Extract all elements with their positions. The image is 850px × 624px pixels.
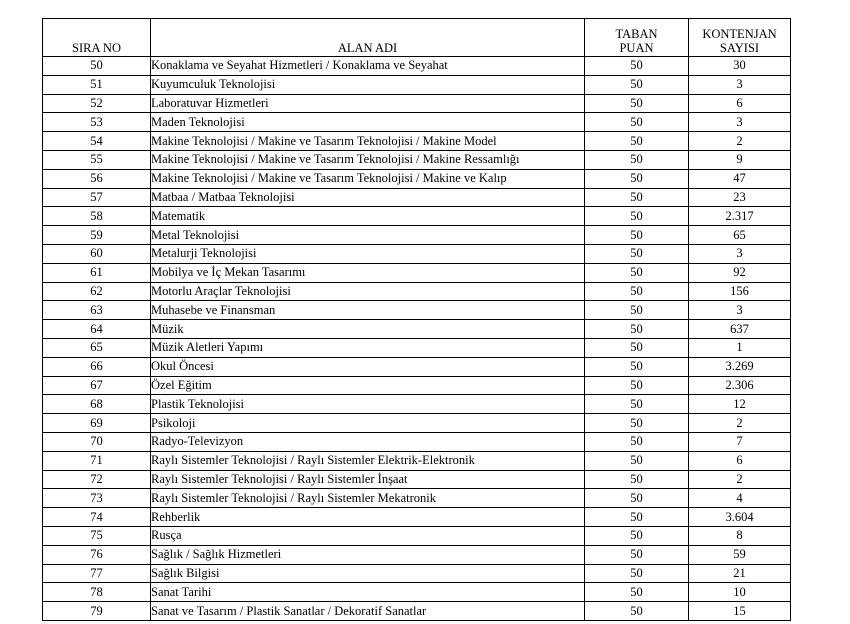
row-kontenjan: 3 [689, 75, 791, 94]
row-sira-no: 56 [43, 169, 151, 188]
row-kontenjan: 47 [689, 169, 791, 188]
row-kontenjan: 92 [689, 263, 791, 282]
row-taban-puan: 50 [585, 244, 689, 263]
row-taban-puan: 50 [585, 451, 689, 470]
row-sira-no: 78 [43, 583, 151, 602]
row-kontenjan: 2 [689, 414, 791, 433]
row-alan-adi: Müzik [151, 320, 585, 339]
table-row [43, 207, 791, 226]
row-alan-adi: Raylı Sistemler Teknolojisi / Raylı Sistemler İnşaat [151, 470, 585, 489]
table-row [43, 263, 791, 282]
row-sira-no: 72 [43, 470, 151, 489]
row-alan-adi: Motorlu Araçlar Teknolojisi [151, 282, 585, 301]
row-kontenjan: 3 [689, 301, 791, 320]
table-row [43, 376, 791, 395]
row-kontenjan: 21 [689, 564, 791, 583]
table-row [43, 451, 791, 470]
table-row [43, 564, 791, 583]
table-row [43, 432, 791, 451]
row-sira-no: 64 [43, 320, 151, 339]
row-alan-adi: Mobilya ve İç Mekan Tasarımı [151, 263, 585, 282]
header-taban-puan [585, 19, 689, 57]
table-row [43, 526, 791, 545]
row-kontenjan: 2.317 [689, 207, 791, 226]
table-row [43, 414, 791, 433]
row-alan-adi: Muhasebe ve Finansman [151, 301, 585, 320]
row-sira-no: 79 [43, 602, 151, 621]
row-kontenjan: 3 [689, 244, 791, 263]
row-sira-no: 52 [43, 94, 151, 113]
row-alan-adi: Rehberlik [151, 508, 585, 527]
row-taban-puan: 50 [585, 602, 689, 621]
row-kontenjan: 1 [689, 338, 791, 357]
row-kontenjan: 3 [689, 113, 791, 132]
table-row [43, 489, 791, 508]
row-taban-puan: 50 [585, 169, 689, 188]
row-taban-puan: 50 [585, 282, 689, 301]
row-taban-puan: 50 [585, 226, 689, 245]
table-row [43, 508, 791, 527]
header-taban-line1: TABAN [615, 27, 658, 41]
table-row [43, 244, 791, 263]
row-taban-puan: 50 [585, 301, 689, 320]
table-row [43, 320, 791, 339]
row-alan-adi: Psikoloji [151, 414, 585, 433]
row-sira-no: 75 [43, 526, 151, 545]
row-taban-puan: 50 [585, 188, 689, 207]
row-sira-no: 77 [43, 564, 151, 583]
table-row [43, 395, 791, 414]
row-alan-adi: Rusça [151, 526, 585, 545]
row-alan-adi: Matbaa / Matbaa Teknolojisi [151, 188, 585, 207]
row-kontenjan: 4 [689, 489, 791, 508]
header-sira-no: SIRA NO [43, 19, 151, 57]
row-kontenjan: 10 [689, 583, 791, 602]
table-body [43, 57, 791, 621]
row-sira-no: 68 [43, 395, 151, 414]
row-taban-puan: 50 [585, 583, 689, 602]
row-alan-adi: Makine Teknolojisi / Makine ve Tasarım Teknolojisi / Makine ve Kalıp [151, 169, 585, 188]
row-kontenjan: 30 [689, 57, 791, 76]
row-sira-no: 66 [43, 357, 151, 376]
row-taban-puan: 50 [585, 263, 689, 282]
row-alan-adi: Plastik Teknolojisi [151, 395, 585, 414]
table-row [43, 188, 791, 207]
row-taban-puan: 50 [585, 57, 689, 76]
row-alan-adi: Matematik [151, 207, 585, 226]
row-kontenjan: 9 [689, 150, 791, 169]
row-sira-no: 58 [43, 207, 151, 226]
row-kontenjan: 8 [689, 526, 791, 545]
row-kontenjan: 6 [689, 451, 791, 470]
row-taban-puan: 50 [585, 414, 689, 433]
row-alan-adi: Okul Öncesi [151, 357, 585, 376]
row-alan-adi: Makine Teknolojisi / Makine ve Tasarım Teknolojisi / Makine Ressamlığı [151, 150, 585, 169]
row-alan-adi: Sanat ve Tasarım / Plastik Sanatlar / Dekoratif Sanatlar [151, 602, 585, 621]
table-row [43, 583, 791, 602]
row-alan-adi: Makine Teknolojisi / Makine ve Tasarım Teknolojisi / Makine Model [151, 132, 585, 151]
row-kontenjan: 3.604 [689, 508, 791, 527]
row-alan-adi: Maden Teknolojisi [151, 113, 585, 132]
row-alan-adi: Sanat Tarihi [151, 583, 585, 602]
table-row [43, 150, 791, 169]
row-alan-adi: Raylı Sistemler Teknolojisi / Raylı Sistemler Mekatronik [151, 489, 585, 508]
row-sira-no: 74 [43, 508, 151, 527]
table-row [43, 75, 791, 94]
row-kontenjan: 12 [689, 395, 791, 414]
row-sira-no: 61 [43, 263, 151, 282]
row-sira-no: 53 [43, 113, 151, 132]
row-alan-adi: Radyo-Televizyon [151, 432, 585, 451]
table-row [43, 357, 791, 376]
row-sira-no: 59 [43, 226, 151, 245]
row-alan-adi: Kuyumculuk Teknolojisi [151, 75, 585, 94]
table-row [43, 338, 791, 357]
row-kontenjan: 2 [689, 132, 791, 151]
row-kontenjan: 3.269 [689, 357, 791, 376]
row-taban-puan: 50 [585, 395, 689, 414]
row-kontenjan: 65 [689, 226, 791, 245]
row-taban-puan: 50 [585, 132, 689, 151]
row-taban-puan: 50 [585, 207, 689, 226]
row-sira-no: 76 [43, 545, 151, 564]
row-taban-puan: 50 [585, 338, 689, 357]
table-row [43, 226, 791, 245]
row-taban-puan: 50 [585, 489, 689, 508]
row-alan-adi: Raylı Sistemler Teknolojisi / Raylı Sistemler Elektrik-Elektronik [151, 451, 585, 470]
row-sira-no: 54 [43, 132, 151, 151]
header-taban-line2: PUAN [619, 41, 654, 55]
row-sira-no: 70 [43, 432, 151, 451]
table-row [43, 301, 791, 320]
table-row [43, 94, 791, 113]
table-row [43, 470, 791, 489]
row-taban-puan: 50 [585, 526, 689, 545]
table-row [43, 545, 791, 564]
row-kontenjan: 15 [689, 602, 791, 621]
row-taban-puan: 50 [585, 376, 689, 395]
row-sira-no: 55 [43, 150, 151, 169]
row-taban-puan: 50 [585, 150, 689, 169]
row-sira-no: 60 [43, 244, 151, 263]
table-header-row [43, 19, 791, 57]
row-kontenjan: 637 [689, 320, 791, 339]
header-kontenjan-line2: SAYISI [719, 41, 760, 55]
row-sira-no: 73 [43, 489, 151, 508]
row-alan-adi: Metal Teknolojisi [151, 226, 585, 245]
row-sira-no: 71 [43, 451, 151, 470]
row-alan-adi: Müzik Aletleri Yapımı [151, 338, 585, 357]
row-taban-puan: 50 [585, 545, 689, 564]
row-sira-no: 62 [43, 282, 151, 301]
row-taban-puan: 50 [585, 94, 689, 113]
row-sira-no: 65 [43, 338, 151, 357]
row-taban-puan: 50 [585, 432, 689, 451]
row-kontenjan: 7 [689, 432, 791, 451]
row-alan-adi: Sağlık Bilgisi [151, 564, 585, 583]
row-kontenjan: 156 [689, 282, 791, 301]
row-alan-adi: Laboratuvar Hizmetleri [151, 94, 585, 113]
row-alan-adi: Özel Eğitim [151, 376, 585, 395]
row-taban-puan: 50 [585, 564, 689, 583]
row-kontenjan: 59 [689, 545, 791, 564]
row-kontenjan: 2.306 [689, 376, 791, 395]
row-kontenjan: 23 [689, 188, 791, 207]
table-row [43, 132, 791, 151]
row-alan-adi: Metalurji Teknolojisi [151, 244, 585, 263]
row-sira-no: 67 [43, 376, 151, 395]
row-taban-puan: 50 [585, 508, 689, 527]
row-sira-no: 51 [43, 75, 151, 94]
row-taban-puan: 50 [585, 470, 689, 489]
row-alan-adi: Konaklama ve Seyahat Hizmetleri / Konaklama ve Seyahat [151, 57, 585, 76]
table-row [43, 602, 791, 621]
row-sira-no: 50 [43, 57, 151, 76]
row-taban-puan: 50 [585, 320, 689, 339]
table-row [43, 113, 791, 132]
row-sira-no: 57 [43, 188, 151, 207]
row-kontenjan: 2 [689, 470, 791, 489]
row-kontenjan: 6 [689, 94, 791, 113]
row-sira-no: 69 [43, 414, 151, 433]
row-taban-puan: 50 [585, 75, 689, 94]
table-row [43, 169, 791, 188]
header-alan-adi: ALAN ADI [151, 19, 585, 57]
row-alan-adi: Sağlık / Sağlık Hizmetleri [151, 545, 585, 564]
table-row [43, 57, 791, 76]
row-taban-puan: 50 [585, 357, 689, 376]
row-taban-puan: 50 [585, 113, 689, 132]
table-row [43, 282, 791, 301]
row-sira-no: 63 [43, 301, 151, 320]
header-kontenjan-sayisi [689, 19, 791, 57]
header-kontenjan-line1: KONTENJAN [702, 27, 777, 41]
quota-table [42, 18, 791, 621]
